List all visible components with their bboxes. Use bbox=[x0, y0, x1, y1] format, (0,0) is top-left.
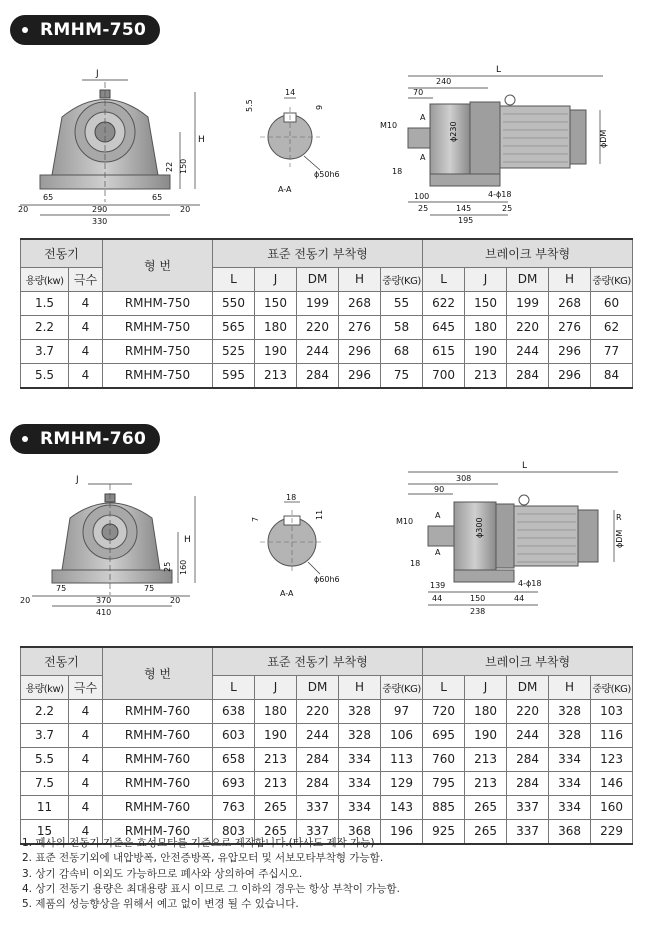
table-cell: 276 bbox=[549, 315, 591, 339]
svg-text:A: A bbox=[420, 153, 426, 162]
svg-text:H: H bbox=[184, 535, 191, 545]
table-cell: 296 bbox=[549, 363, 591, 388]
table-cell: 284 bbox=[507, 771, 549, 795]
svg-text:90: 90 bbox=[434, 485, 445, 494]
table-cell: 4 bbox=[69, 315, 103, 339]
table-cell: 525 bbox=[213, 339, 255, 363]
front-view-drawing bbox=[10, 470, 210, 620]
table-cell: 3.7 bbox=[21, 723, 69, 747]
svg-text:240: 240 bbox=[436, 77, 452, 86]
table-cell: RMHM-750 bbox=[103, 315, 213, 339]
svg-text:150: 150 bbox=[470, 594, 486, 603]
table-cell: RMHM-760 bbox=[103, 747, 213, 771]
table-cell: 190 bbox=[255, 723, 297, 747]
table-cell: 595 bbox=[213, 363, 255, 388]
notes-list bbox=[22, 836, 400, 912]
spec-table bbox=[20, 646, 633, 845]
table-cell: 75 bbox=[381, 363, 423, 388]
table-cell: 695 bbox=[423, 723, 465, 747]
col-header: 중량(KG) bbox=[591, 267, 633, 291]
table-cell: 284 bbox=[297, 771, 339, 795]
table-cell: 213 bbox=[465, 771, 507, 795]
svg-text:65: 65 bbox=[152, 193, 163, 202]
col-header: H bbox=[549, 675, 591, 699]
table-cell: 106 bbox=[381, 723, 423, 747]
table-cell: 220 bbox=[297, 315, 339, 339]
table-cell: 4 bbox=[69, 723, 103, 747]
col-header: DM bbox=[297, 675, 339, 699]
motor-header: 전동기 bbox=[21, 239, 103, 267]
svg-text:65: 65 bbox=[43, 193, 54, 202]
table-cell: 58 bbox=[381, 315, 423, 339]
table-cell: 150 bbox=[465, 291, 507, 315]
table-cell: 190 bbox=[255, 339, 297, 363]
section-title-badge bbox=[10, 424, 160, 454]
table-cell: 220 bbox=[507, 699, 549, 723]
table-cell: 77 bbox=[591, 339, 633, 363]
table-cell: 84 bbox=[591, 363, 633, 388]
motor-header: 전동기 bbox=[21, 647, 103, 675]
section-title: RMHM-760 bbox=[40, 429, 147, 449]
table-cell: 284 bbox=[297, 363, 339, 388]
table-cell: 213 bbox=[465, 747, 507, 771]
side-view-drawing bbox=[378, 62, 618, 227]
table-cell: 180 bbox=[465, 699, 507, 723]
bullet-icon bbox=[22, 27, 28, 33]
table-cell: 337 bbox=[507, 795, 549, 819]
table-cell: 296 bbox=[339, 339, 381, 363]
table-cell: 268 bbox=[549, 291, 591, 315]
table-cell: 3.7 bbox=[21, 339, 69, 363]
table-cell: 146 bbox=[591, 771, 633, 795]
col-header: L bbox=[423, 267, 465, 291]
table-cell: 55 bbox=[381, 291, 423, 315]
table-cell: 925 bbox=[423, 819, 465, 844]
svg-text:A: A bbox=[420, 113, 426, 122]
table-cell: 5.5 bbox=[21, 747, 69, 771]
col-header: DM bbox=[297, 267, 339, 291]
svg-text:18: 18 bbox=[392, 167, 403, 176]
svg-text:L: L bbox=[522, 461, 528, 471]
svg-text:A-A: A-A bbox=[280, 589, 294, 598]
col-header: 중량(KG) bbox=[591, 675, 633, 699]
note-item: 1. 폐사의 전동기 기준은 효성모타를 기준으로 제작합니다.(타사도 제작 가능) bbox=[22, 837, 375, 849]
model-header: 형 번 bbox=[103, 239, 213, 291]
svg-text:4-ϕ18: 4-ϕ18 bbox=[488, 190, 512, 199]
svg-text:25: 25 bbox=[163, 561, 172, 572]
standard-header: 표준 전동기 부착형 bbox=[213, 239, 423, 267]
col-header: DM bbox=[507, 675, 549, 699]
table-cell: 334 bbox=[339, 771, 381, 795]
note-item: 5. 제품의 성능향상을 위해서 예고 없이 변경 될 수 있습니다. bbox=[22, 898, 299, 911]
note-item: 3. 상기 감속비 이외도 가능하므로 폐사와 상의하여 주십시오. bbox=[22, 867, 303, 880]
table-cell: 180 bbox=[255, 315, 297, 339]
table-cell: 244 bbox=[297, 339, 339, 363]
table-cell: 199 bbox=[507, 291, 549, 315]
table-cell: RMHM-760 bbox=[103, 699, 213, 723]
table-cell: 213 bbox=[465, 363, 507, 388]
table-cell: 337 bbox=[507, 819, 549, 844]
svg-text:308: 308 bbox=[456, 474, 472, 483]
table-row bbox=[21, 699, 633, 723]
table-cell: 220 bbox=[297, 699, 339, 723]
poles-header: 극수 bbox=[69, 675, 103, 699]
table-cell: RMHM-760 bbox=[103, 723, 213, 747]
svg-text:ϕ300: ϕ300 bbox=[475, 517, 484, 538]
front-view-drawing bbox=[10, 62, 210, 232]
table-cell: 284 bbox=[507, 363, 549, 388]
svg-text:5.5: 5.5 bbox=[245, 99, 254, 112]
table-cell: 97 bbox=[381, 699, 423, 723]
svg-text:75: 75 bbox=[144, 584, 155, 593]
table-cell: 199 bbox=[297, 291, 339, 315]
table-cell: 645 bbox=[423, 315, 465, 339]
svg-text:150: 150 bbox=[179, 158, 188, 174]
svg-text:11: 11 bbox=[315, 509, 324, 520]
table-cell: 284 bbox=[507, 747, 549, 771]
table-cell: 720 bbox=[423, 699, 465, 723]
table-cell: 123 bbox=[591, 747, 633, 771]
svg-text:139: 139 bbox=[430, 581, 446, 590]
col-header: H bbox=[549, 267, 591, 291]
table-cell: 885 bbox=[423, 795, 465, 819]
table-cell: 244 bbox=[507, 723, 549, 747]
table-cell: 60 bbox=[591, 291, 633, 315]
note-item: 4. 상기 전동기 용량은 최대용량 표시 이므로 그 이하의 경우는 항상 부착이 가능함. bbox=[22, 882, 400, 895]
table-cell: 190 bbox=[465, 339, 507, 363]
svg-text:370: 370 bbox=[96, 596, 112, 605]
table-cell: 113 bbox=[381, 747, 423, 771]
table-cell: 150 bbox=[255, 291, 297, 315]
table-cell: 4 bbox=[69, 291, 103, 315]
col-header: J bbox=[255, 675, 297, 699]
capacity-header: 용량(kw) bbox=[21, 267, 69, 291]
svg-text:20: 20 bbox=[170, 596, 181, 605]
col-header: L bbox=[213, 267, 255, 291]
table-cell: 220 bbox=[507, 315, 549, 339]
table-cell: 15 bbox=[21, 819, 69, 844]
table-cell: 265 bbox=[465, 795, 507, 819]
table-cell: 638 bbox=[213, 699, 255, 723]
svg-text:195: 195 bbox=[458, 216, 474, 225]
table-cell: 180 bbox=[465, 315, 507, 339]
table-cell: 4 bbox=[69, 339, 103, 363]
svg-text:ϕDM: ϕDM bbox=[615, 529, 624, 548]
table-cell: RMHM-750 bbox=[103, 339, 213, 363]
table-row bbox=[21, 339, 633, 363]
table-cell: 334 bbox=[339, 747, 381, 771]
svg-text:410: 410 bbox=[96, 608, 112, 617]
svg-text:ϕ230: ϕ230 bbox=[449, 121, 458, 142]
svg-text:70: 70 bbox=[413, 88, 424, 97]
svg-text:44: 44 bbox=[432, 594, 443, 603]
table-cell: 265 bbox=[255, 819, 297, 844]
table-cell: 337 bbox=[297, 795, 339, 819]
bullet-icon bbox=[22, 436, 28, 442]
table-cell: 4 bbox=[69, 363, 103, 388]
table-cell: 550 bbox=[213, 291, 255, 315]
table-cell: 4 bbox=[69, 747, 103, 771]
table-cell: 2.2 bbox=[21, 699, 69, 723]
table-cell: 328 bbox=[549, 699, 591, 723]
standard-header: 표준 전동기 부착형 bbox=[213, 647, 423, 675]
table-cell: 795 bbox=[423, 771, 465, 795]
table-cell: 244 bbox=[507, 339, 549, 363]
note-item: 2. 표준 전동기외에 내압방폭, 안전증방폭, 유압모터 및 서보모타부착형 가능함. bbox=[22, 852, 384, 865]
table-row bbox=[21, 363, 633, 388]
svg-text:7: 7 bbox=[251, 516, 260, 522]
svg-text:9: 9 bbox=[315, 104, 324, 110]
table-cell: 603 bbox=[213, 723, 255, 747]
table-cell: 276 bbox=[339, 315, 381, 339]
table-cell: 229 bbox=[591, 819, 633, 844]
svg-text:238: 238 bbox=[470, 607, 486, 616]
table-cell: 68 bbox=[381, 339, 423, 363]
table-cell: 334 bbox=[549, 771, 591, 795]
col-header: 중량(KG) bbox=[381, 267, 423, 291]
table-cell: RMHM-750 bbox=[103, 363, 213, 388]
table-cell: 4 bbox=[69, 699, 103, 723]
table-cell: 615 bbox=[423, 339, 465, 363]
col-header: L bbox=[423, 675, 465, 699]
table-cell: 213 bbox=[255, 747, 297, 771]
table-cell: 803 bbox=[213, 819, 255, 844]
svg-text:100: 100 bbox=[414, 192, 430, 201]
table-cell: 700 bbox=[423, 363, 465, 388]
svg-text:18: 18 bbox=[410, 559, 421, 568]
table-row bbox=[21, 315, 633, 339]
section-title: RMHM-750 bbox=[40, 20, 147, 40]
section-title-badge bbox=[10, 15, 160, 45]
table-cell: 129 bbox=[381, 771, 423, 795]
svg-text:J: J bbox=[96, 69, 99, 79]
svg-text:20: 20 bbox=[180, 205, 191, 214]
table-cell: RMHM-760 bbox=[103, 771, 213, 795]
svg-text:4-ϕ18: 4-ϕ18 bbox=[518, 579, 542, 588]
brake-header: 브레이크 부착형 bbox=[423, 647, 633, 675]
svg-text:20: 20 bbox=[18, 205, 29, 214]
svg-text:25: 25 bbox=[502, 204, 513, 213]
side-view-drawing bbox=[378, 460, 628, 620]
svg-text:H: H bbox=[198, 135, 205, 145]
col-header: DM bbox=[507, 267, 549, 291]
svg-text:ϕ50h6: ϕ50h6 bbox=[314, 170, 340, 179]
table-cell: 5.5 bbox=[21, 363, 69, 388]
table-cell: 368 bbox=[549, 819, 591, 844]
col-header: J bbox=[465, 267, 507, 291]
spec-table bbox=[20, 238, 633, 389]
table-row bbox=[21, 795, 633, 819]
shaft-section-drawing bbox=[240, 490, 360, 600]
svg-text:20: 20 bbox=[20, 596, 31, 605]
table-cell: 622 bbox=[423, 291, 465, 315]
table-cell: 103 bbox=[591, 699, 633, 723]
table-cell: 658 bbox=[213, 747, 255, 771]
table-cell: 268 bbox=[339, 291, 381, 315]
svg-text:18: 18 bbox=[286, 493, 297, 502]
table-cell: 213 bbox=[255, 771, 297, 795]
table-cell: 116 bbox=[591, 723, 633, 747]
svg-text:145: 145 bbox=[456, 204, 472, 213]
table-cell: RMHM-760 bbox=[103, 795, 213, 819]
capacity-header: 용량(kw) bbox=[21, 675, 69, 699]
svg-text:A: A bbox=[435, 511, 441, 520]
svg-text:J: J bbox=[76, 475, 79, 485]
table-row bbox=[21, 771, 633, 795]
table-cell: 1.5 bbox=[21, 291, 69, 315]
svg-text:22: 22 bbox=[165, 161, 174, 172]
svg-text:L: L bbox=[496, 65, 502, 75]
table-cell: 143 bbox=[381, 795, 423, 819]
svg-text:330: 330 bbox=[92, 217, 108, 226]
col-header: J bbox=[465, 675, 507, 699]
table-cell: 296 bbox=[549, 339, 591, 363]
svg-text:75: 75 bbox=[56, 584, 67, 593]
col-header: H bbox=[339, 675, 381, 699]
table-cell: 2.2 bbox=[21, 315, 69, 339]
table-cell: 337 bbox=[297, 819, 339, 844]
table-cell: 296 bbox=[339, 363, 381, 388]
table-cell: 760 bbox=[423, 747, 465, 771]
table-cell: 565 bbox=[213, 315, 255, 339]
table-cell: 328 bbox=[549, 723, 591, 747]
table-cell: 213 bbox=[255, 363, 297, 388]
table-cell: 763 bbox=[213, 795, 255, 819]
col-header: 중량(KG) bbox=[381, 675, 423, 699]
svg-text:44: 44 bbox=[514, 594, 525, 603]
table-cell: 328 bbox=[339, 699, 381, 723]
table-cell: 334 bbox=[339, 795, 381, 819]
col-header: H bbox=[339, 267, 381, 291]
table-cell: 190 bbox=[465, 723, 507, 747]
table-cell: 62 bbox=[591, 315, 633, 339]
table-cell: 7.5 bbox=[21, 771, 69, 795]
svg-text:A-A: A-A bbox=[278, 185, 292, 194]
svg-text:ϕ60h6: ϕ60h6 bbox=[314, 575, 340, 584]
table-row bbox=[21, 291, 633, 315]
table-cell: 328 bbox=[339, 723, 381, 747]
svg-text:R: R bbox=[616, 513, 622, 522]
table-cell: RMHM-750 bbox=[103, 291, 213, 315]
table-cell: 334 bbox=[549, 795, 591, 819]
svg-text:160: 160 bbox=[179, 559, 188, 575]
table-cell: 334 bbox=[549, 747, 591, 771]
table-cell: 11 bbox=[21, 795, 69, 819]
table-cell: 4 bbox=[69, 795, 103, 819]
col-header: L bbox=[213, 675, 255, 699]
brake-header: 브레이크 부착형 bbox=[423, 239, 633, 267]
poles-header: 극수 bbox=[69, 267, 103, 291]
table-row bbox=[21, 747, 633, 771]
svg-text:25: 25 bbox=[418, 204, 429, 213]
svg-text:290: 290 bbox=[92, 205, 108, 214]
table-cell: 160 bbox=[591, 795, 633, 819]
table-cell: 284 bbox=[297, 747, 339, 771]
svg-text:A: A bbox=[435, 548, 441, 557]
col-header: J bbox=[255, 267, 297, 291]
shaft-section-drawing bbox=[240, 82, 360, 197]
svg-text:14: 14 bbox=[285, 88, 296, 97]
table-cell: 180 bbox=[255, 699, 297, 723]
table-cell: 196 bbox=[381, 819, 423, 844]
table-cell: 4 bbox=[69, 819, 103, 844]
table-row bbox=[21, 723, 633, 747]
svg-text:M10: M10 bbox=[380, 121, 398, 130]
table-cell: 4 bbox=[69, 771, 103, 795]
svg-text:ϕDM: ϕDM bbox=[599, 129, 608, 148]
svg-text:M10: M10 bbox=[396, 517, 414, 526]
model-header: 형 번 bbox=[103, 647, 213, 699]
table-cell: 244 bbox=[297, 723, 339, 747]
table-cell: 368 bbox=[339, 819, 381, 844]
table-cell: 265 bbox=[255, 795, 297, 819]
table-cell: 693 bbox=[213, 771, 255, 795]
table-cell: 265 bbox=[465, 819, 507, 844]
table-cell: RMHM-760 bbox=[103, 819, 213, 844]
